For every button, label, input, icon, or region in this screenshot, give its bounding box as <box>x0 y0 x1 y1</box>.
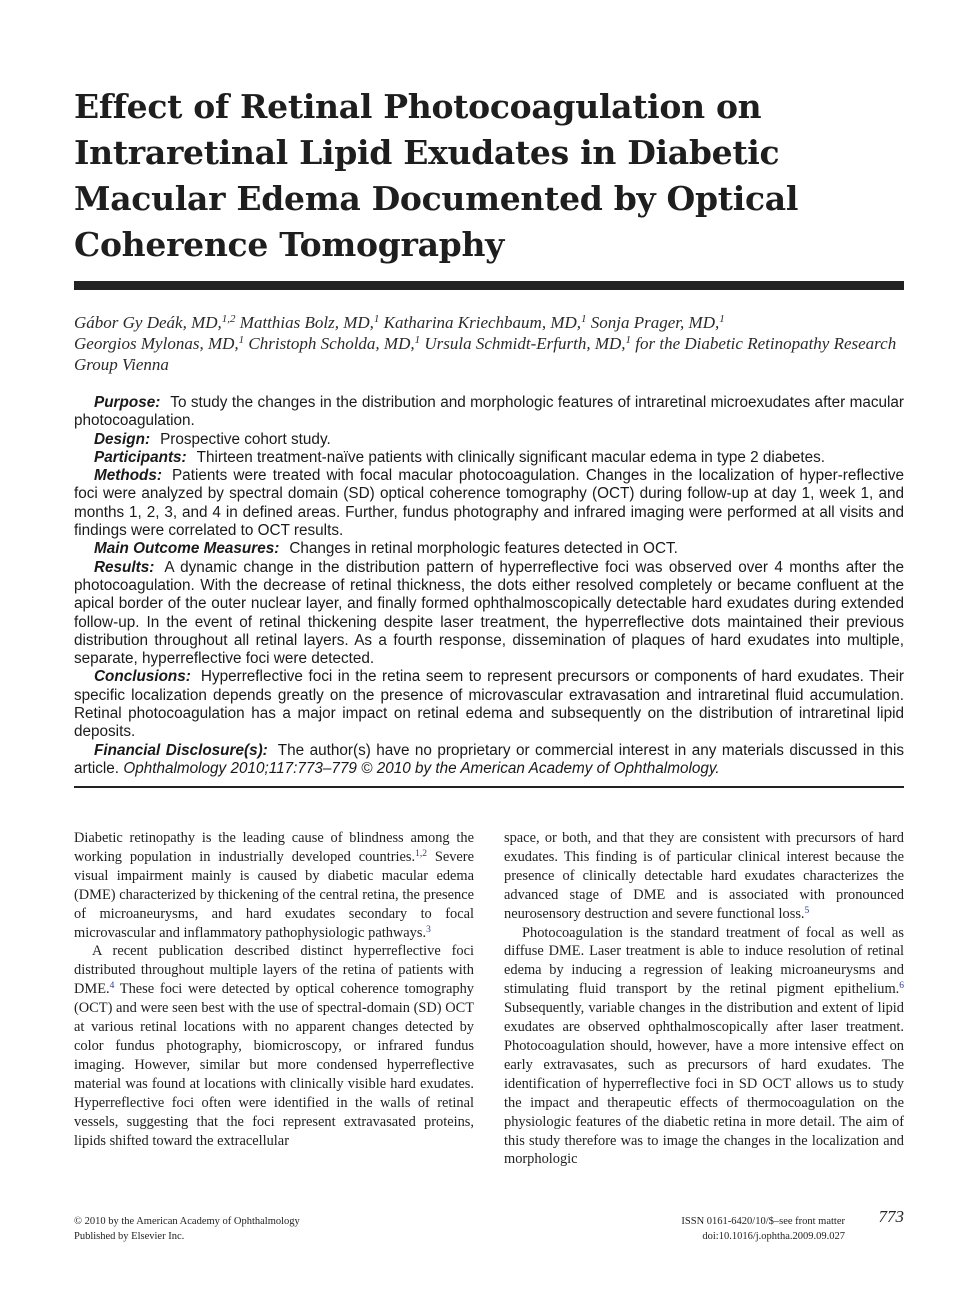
reference-link[interactable]: 6 <box>899 981 904 992</box>
abstract-label: Participants: <box>94 448 187 466</box>
body-text: Diabetic retinopathy is the leading cause of blindness among the working population in industrially developed countries. <box>74 830 474 865</box>
abstract-label: Methods: <box>94 467 162 485</box>
footer-publisher-info <box>74 1214 404 1244</box>
abstract-label: Results: <box>94 558 155 576</box>
abstract-disclosure <box>74 742 904 779</box>
author-name: Katharina Kriechbaum, MD, <box>383 313 582 332</box>
body-paragraph <box>74 829 474 942</box>
body-paragraph <box>504 829 904 924</box>
author-name: Sonja Prager, MD, <box>590 313 720 332</box>
author-name: Matthias Bolz, MD, <box>239 313 374 332</box>
reference-link[interactable]: 5 <box>804 905 810 916</box>
issn-line: ISSN 0161-6420/10/$–see front matter <box>681 1216 845 1227</box>
abstract-text: Changes in retinal morphologic features detected in OCT. <box>289 540 678 558</box>
abstract-rule <box>74 786 904 788</box>
body-text: A recent publication described distinct hyperreflective foci distributed throughout multiple layers of the retina of patients with DME. <box>74 943 474 998</box>
abstract-text: A dynamic change in the distribution pattern of hyperreflective foci was observed over 4 months after the photocoagulation. With the decrease of retinal thickness, the dots either resolved completely or became confluent at the apical border of the outer nuclear layer, and finally formed ophthalmoscopically detectable hard exudates during extended follow-up. In the event of retinal thickening despite laser treatment, the hyperreflective dots maintained their previous distribution throughout all retinal layers. As a fourth response, dissemination of plaques of hard exudates into multiple, separate, hyperreflective foci were detected. <box>74 558 904 668</box>
author-name: Georgios Mylonas, MD, <box>74 334 239 353</box>
journal-citation: Ophthalmology 2010;117:773–779 © 2010 by the American Academy of Ophthalmology. <box>123 759 720 777</box>
body-text: These foci were detected by optical coherence tomography (OCT) and were seen best with the use of spectral-domain (SD) OCT at various retinal locations with no apparent changes detected by color fundus photography, biomicroscopy, or infrared fundus imaging. However, similar but more condensed hyperreflective material was found at locations with clinically visible hard exudates. Hyperreflective foci often were identified in the walls of retinal vessels, suggesting that the foci represent extravasated proteins, lipids shifted toward the extracellular <box>74 981 474 1149</box>
abstract-text: Thirteen treatment-naïve patients with clinically significant macular edema in type 2 diabetes. <box>196 448 825 466</box>
copyright-line: © 2010 by the American Academy of Ophthalmology <box>74 1216 300 1227</box>
author-group: for the Diabetic Retinopathy Research Group Vienna <box>74 334 897 374</box>
abstract-purpose <box>74 394 904 431</box>
doi-link[interactable]: doi:10.1016/j.ophtha.2009.09.027 <box>702 1231 845 1242</box>
abstract-label: Main Outcome Measures: <box>94 540 280 558</box>
body-text: Subsequently, variable changes in the distribution and extent of lipid exudates are observed ophthalmoscopically after laser treatment. Photocoagulation should, however, have a more intensive effect on early extravasates, such as precursors of hard exudates. The identification of hyperreflective foci in SD OCT allows us to study the impact and therapeutic effects of thermocoagulation on the physiologic features of the diabetic retina in more detail. The aim of this study therefore was to image the changes in the localization and morphologic <box>504 1000 904 1168</box>
abstract-text: To study the changes in the distribution and morphologic features of intraretinal microexudates after macular photocoagulation. <box>74 394 904 430</box>
author-affiliation: 1 <box>719 313 725 325</box>
author-list <box>74 312 904 375</box>
author-affiliation: 1 <box>414 334 421 346</box>
abstract-design <box>74 431 904 449</box>
body-column-right <box>504 829 904 1169</box>
abstract-text: The author(s) have no proprietary or commercial interest in any materials discussed in this article. <box>74 741 905 777</box>
body-text: space, or both, and that they are consistent with precursors of hard exudates. This finding is of particular clinical interest because the presence of clinically detectable hard exudates characterizes the advanced stage of DME and is associated with pronounced neurosensory destruction and severe functional loss. <box>504 830 904 922</box>
reference-link[interactable]: 1,2 <box>415 848 427 859</box>
abstract-text: Hyperreflective foci in the retina seem to represent precursors or components of hard exudates. Their specific localization depends greatly on the presence of microvascular extravasation and intraretinal fluid accumulation. Retinal photocoagulation has a major impact on retinal edema and subsequently on the distribution of intraretinal lipid deposits. <box>74 668 904 741</box>
article-title: Effect of Retinal Photocoagulation on Intraretinal Lipid Exudates in Diabetic Macular Edema Documented by Optical Coherence Tomography <box>74 87 799 264</box>
abstract-participants <box>74 449 904 467</box>
abstract-label: Conclusions: <box>94 668 191 686</box>
body-paragraph <box>504 924 904 1170</box>
body-paragraph <box>74 942 474 1150</box>
author-affiliation: 1 <box>238 334 245 346</box>
reference-link[interactable]: 4 <box>109 981 115 992</box>
abstract-outcome <box>74 540 904 558</box>
abstract-text: Patients were treated with focal macular photocoagulation. Changes in the localization of hyper-reflective foci were analyzed by spectral domain (SD) optical coherence tomography (OCT) during follow-up at day 1, week 1, and months 1, 2, 3, and 4 in defined areas. Further, fundus photography and infrared imaging were performed at all visits and findings were correlated to OCT results. <box>74 467 904 540</box>
author-name: Christoph Scholda, MD, <box>248 334 415 353</box>
author-affiliation: 1,2 <box>221 313 236 325</box>
abstract-conclusions <box>74 668 904 741</box>
abstract-results <box>74 559 904 669</box>
abstract-label: Financial Disclosure(s): <box>94 741 268 759</box>
abstract-label: Purpose: <box>94 394 161 411</box>
author-name: Ursula Schmidt-Erfurth, MD, <box>424 334 626 353</box>
body-text: Severe visual impairment mainly is caused by diabetic macular edema (DME) characterized by thickening of the central retina, the presence of microaneurysms, and hard exudates secondary to focal microvascular and inflammatory pathophysiologic pathways. <box>74 848 474 941</box>
body-text: Photocoagulation is the standard treatment of focal as well as diffuse DME. Laser treatment is able to induce resolution of retinal edema by inducing a regression of leaking microaneurysms and stimulating fluid transport by the retinal pigment epithelium. <box>504 924 904 998</box>
reference-link[interactable]: 3 <box>426 924 431 935</box>
publisher-line: Published by Elsevier Inc. <box>74 1231 185 1242</box>
author-affiliation: 1 <box>581 313 587 325</box>
abstract-label: Design: <box>94 430 151 448</box>
body-column-left <box>74 829 474 1150</box>
title-rule <box>74 281 904 290</box>
author-name: Gábor Gy Deák, MD, <box>74 313 222 332</box>
abstract <box>74 394 904 778</box>
author-affiliation: 1 <box>373 313 380 325</box>
abstract-methods <box>74 467 904 540</box>
page-number: 773 <box>878 1207 904 1226</box>
author-affiliation: 1 <box>625 334 632 346</box>
footer-identifiers <box>560 1214 845 1244</box>
abstract-text: Prospective cohort study. <box>160 430 331 448</box>
